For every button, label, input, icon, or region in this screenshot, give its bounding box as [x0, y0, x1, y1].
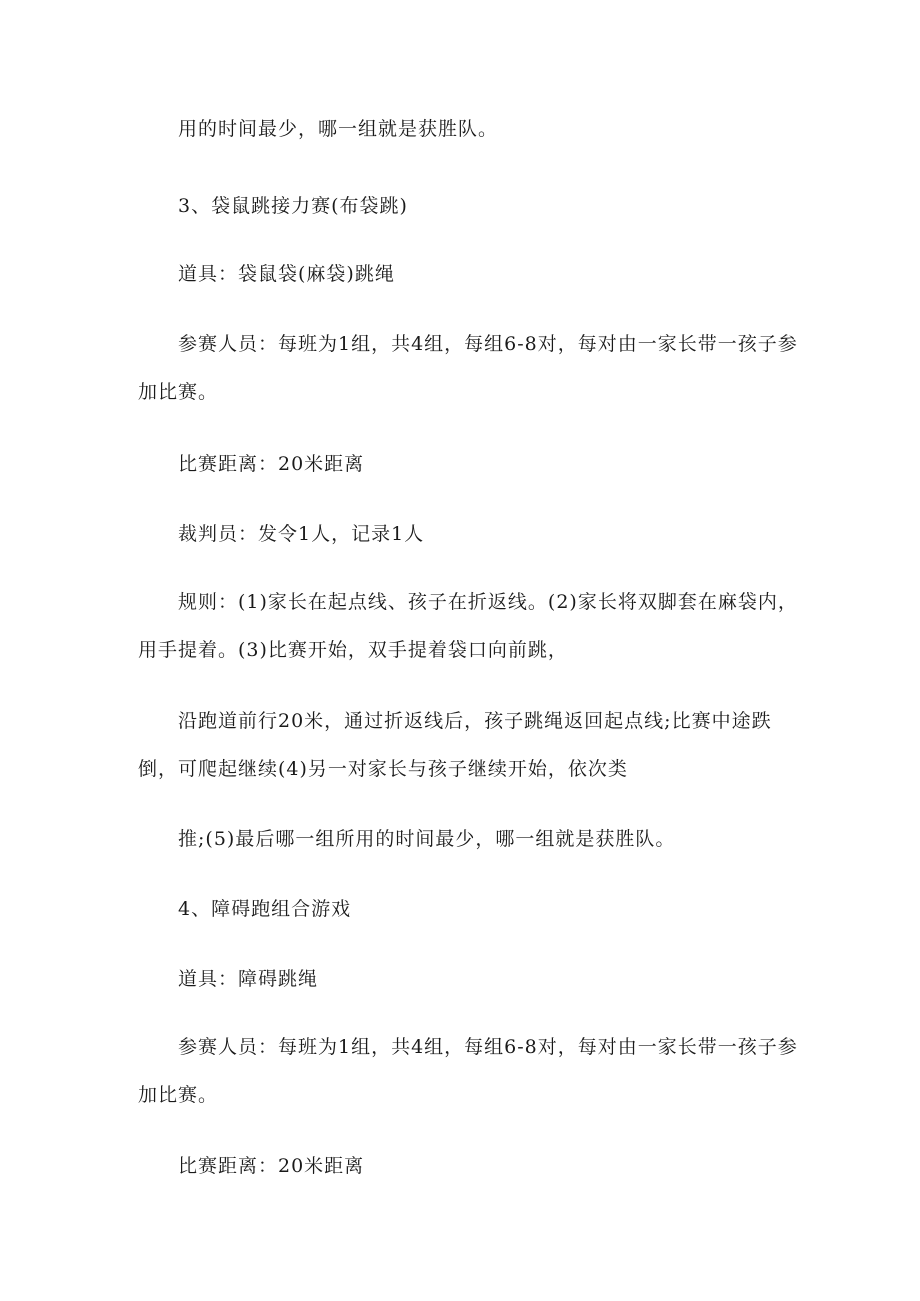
paragraph-rules-3a: 规则：(1)家长在起点线、孩子在折返线。(2)家长将双脚套在麻袋内，用手提着。(3)比赛开始，双手提着袋口向前跳，	[138, 591, 798, 661]
paragraph-distance-3: 比赛距离：20米距离	[178, 453, 365, 475]
paragraph-rules-3c: 推;(5)最后哪一组所用的时间最少，哪一组就是获胜队。	[178, 828, 676, 850]
paragraph-participants-3: 参赛人员：每班为1组，共4组，每组6-8对，每对由一家长带一孩子参加比赛。	[138, 333, 798, 403]
paragraph-props-3: 道具：袋鼠袋(麻袋)跳绳	[178, 263, 395, 285]
paragraph-1: 用的时间最少，哪一组就是获胜队。	[178, 118, 499, 140]
paragraph-props-4: 道具：障碍跳绳	[178, 968, 319, 990]
section-heading-3: 3、袋鼠跳接力赛(布袋跳)	[178, 195, 408, 217]
paragraph-participants-4: 参赛人员：每班为1组，共4组，每组6-8对，每对由一家长带一孩子参加比赛。	[138, 1036, 798, 1106]
paragraph-distance-4: 比赛距离：20米距离	[178, 1155, 365, 1177]
paragraph-rules-3b: 沿跑道前行20米，通过折返线后，孩子跳绳返回起点线;比赛中途跌倒，可爬起继续(4)另一对家长与孩子继续开始，依次类	[138, 710, 772, 780]
section-heading-4: 4、障碍跑组合游戏	[178, 898, 352, 920]
paragraph-referee-3: 裁判员：发令1人，记录1人	[178, 523, 425, 545]
